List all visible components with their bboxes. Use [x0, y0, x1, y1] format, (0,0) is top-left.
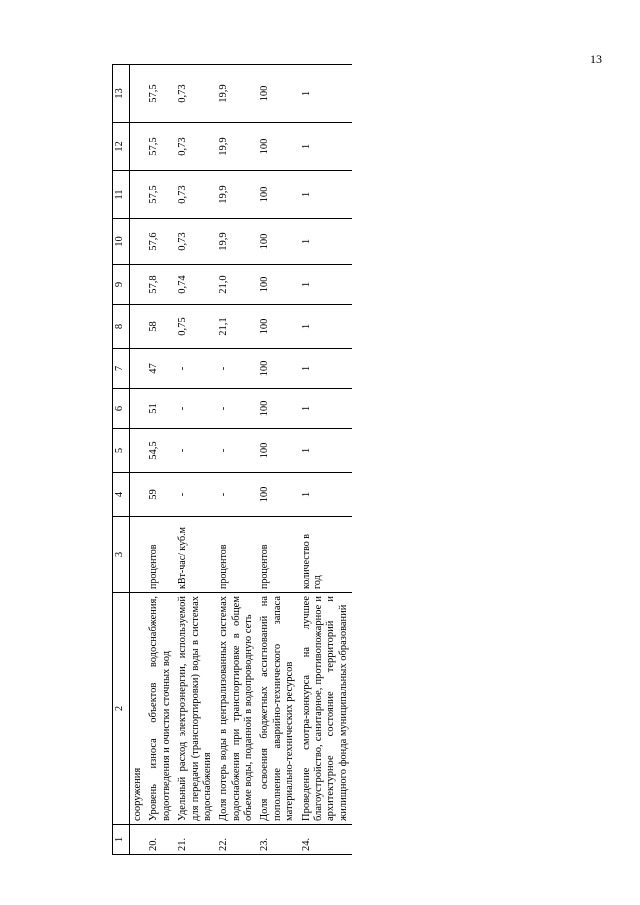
value-cell: - — [216, 389, 257, 429]
col-header: 13 — [113, 65, 130, 123]
value-cell: 54,5 — [146, 429, 175, 473]
value-cell: 100 — [257, 219, 298, 265]
unit: кВт-час/ куб.м — [175, 517, 216, 593]
col-header: 8 — [113, 305, 130, 349]
unit: процентов — [257, 517, 298, 593]
indicator-table — [112, 64, 352, 855]
value-cell: 0,73 — [175, 123, 216, 171]
row-number: 23. — [257, 825, 298, 855]
indicator-name: Доля потерь воды в централизованных системах водоснабжения при транспортировке в общем объеме воды, поданной в водопроводную сеть — [216, 593, 257, 825]
value-cell: 1 — [299, 123, 353, 171]
value-cell: 0,75 — [175, 305, 216, 349]
value-cell: 1 — [299, 349, 353, 389]
indicator-name: Доля освоения бюджетных ассигнований на пополнение аварийно-технического запаса материально-технических ресурсов — [257, 593, 298, 825]
continuation-text: сооружения — [130, 593, 147, 825]
col-header: 2 — [113, 593, 130, 825]
table-row — [146, 65, 175, 855]
value-cell: 100 — [257, 389, 298, 429]
value-cell: 1 — [299, 219, 353, 265]
value-cell: 47 — [146, 349, 175, 389]
indicator-name: Проведение смотра-конкурса на лучшее благоустройство, санитарное, противопожарное и архитектурное состояние территорий и жилищного фонда муниципальных образований — [299, 593, 353, 825]
unit: количество в год — [299, 517, 353, 593]
value-cell: 19,9 — [216, 123, 257, 171]
value-cell: 1 — [299, 265, 353, 305]
value-cell: 100 — [257, 429, 298, 473]
value-cell: 100 — [257, 123, 298, 171]
row-number: 22. — [216, 825, 257, 855]
col-header: 10 — [113, 219, 130, 265]
col-header: 9 — [113, 265, 130, 305]
col-header: 3 — [113, 517, 130, 593]
value-cell: 100 — [257, 473, 298, 517]
page-number: 13 — [590, 52, 602, 66]
value-cell: 51 — [146, 389, 175, 429]
value-cell: - — [216, 349, 257, 389]
column-number-row — [113, 65, 130, 855]
value-cell: - — [175, 389, 216, 429]
value-cell: 57,5 — [146, 123, 175, 171]
table-row — [216, 65, 257, 855]
row-number: 21. — [175, 825, 216, 855]
col-header: 6 — [113, 389, 130, 429]
row-number: 20. — [146, 825, 175, 855]
continuation-row — [130, 65, 147, 855]
value-cell: 1 — [299, 65, 353, 123]
value-cell: - — [175, 473, 216, 517]
value-cell: 100 — [257, 265, 298, 305]
value-cell: 0,73 — [175, 171, 216, 219]
value-cell: 1 — [299, 389, 353, 429]
value-cell: 0,73 — [175, 219, 216, 265]
col-header: 7 — [113, 349, 130, 389]
value-cell: 1 — [299, 305, 353, 349]
value-cell: 19,9 — [216, 171, 257, 219]
value-cell: - — [216, 473, 257, 517]
col-header: 1 — [113, 825, 130, 855]
table-row — [175, 65, 216, 855]
col-header: 5 — [113, 429, 130, 473]
indicator-name: Удельный расход электроэнергии, используемой для передачи (транспортировки) воды в системах водоснабжения — [175, 593, 216, 825]
value-cell: 1 — [299, 171, 353, 219]
value-cell: 19,9 — [216, 219, 257, 265]
value-cell: 100 — [257, 305, 298, 349]
unit: процентов — [146, 517, 175, 593]
value-cell: 59 — [146, 473, 175, 517]
value-cell: 100 — [257, 171, 298, 219]
col-header: 12 — [113, 123, 130, 171]
value-cell: 21,1 — [216, 305, 257, 349]
col-header: 4 — [113, 473, 130, 517]
value-cell: 19,9 — [216, 65, 257, 123]
value-cell: 1 — [299, 429, 353, 473]
value-cell: 100 — [257, 65, 298, 123]
row-number: 24. — [299, 825, 353, 855]
value-cell: 0,73 — [175, 65, 216, 123]
value-cell: 1 — [299, 473, 353, 517]
table-row — [299, 65, 353, 855]
value-cell: - — [175, 429, 216, 473]
value-cell: 21,0 — [216, 265, 257, 305]
value-cell: 0,74 — [175, 265, 216, 305]
indicator-table-wrapper — [112, 65, 482, 855]
value-cell: 57,5 — [146, 171, 175, 219]
value-cell: 57,8 — [146, 265, 175, 305]
value-cell: - — [216, 429, 257, 473]
table-row — [257, 65, 298, 855]
value-cell: 58 — [146, 305, 175, 349]
indicator-name: Уровень износа объектов водоснабжения, водоотведения и очистки сточных вод — [146, 593, 175, 825]
value-cell: 57,6 — [146, 219, 175, 265]
value-cell: 100 — [257, 349, 298, 389]
value-cell: 57,5 — [146, 65, 175, 123]
value-cell: - — [175, 349, 216, 389]
col-header: 11 — [113, 171, 130, 219]
unit: процентов — [216, 517, 257, 593]
